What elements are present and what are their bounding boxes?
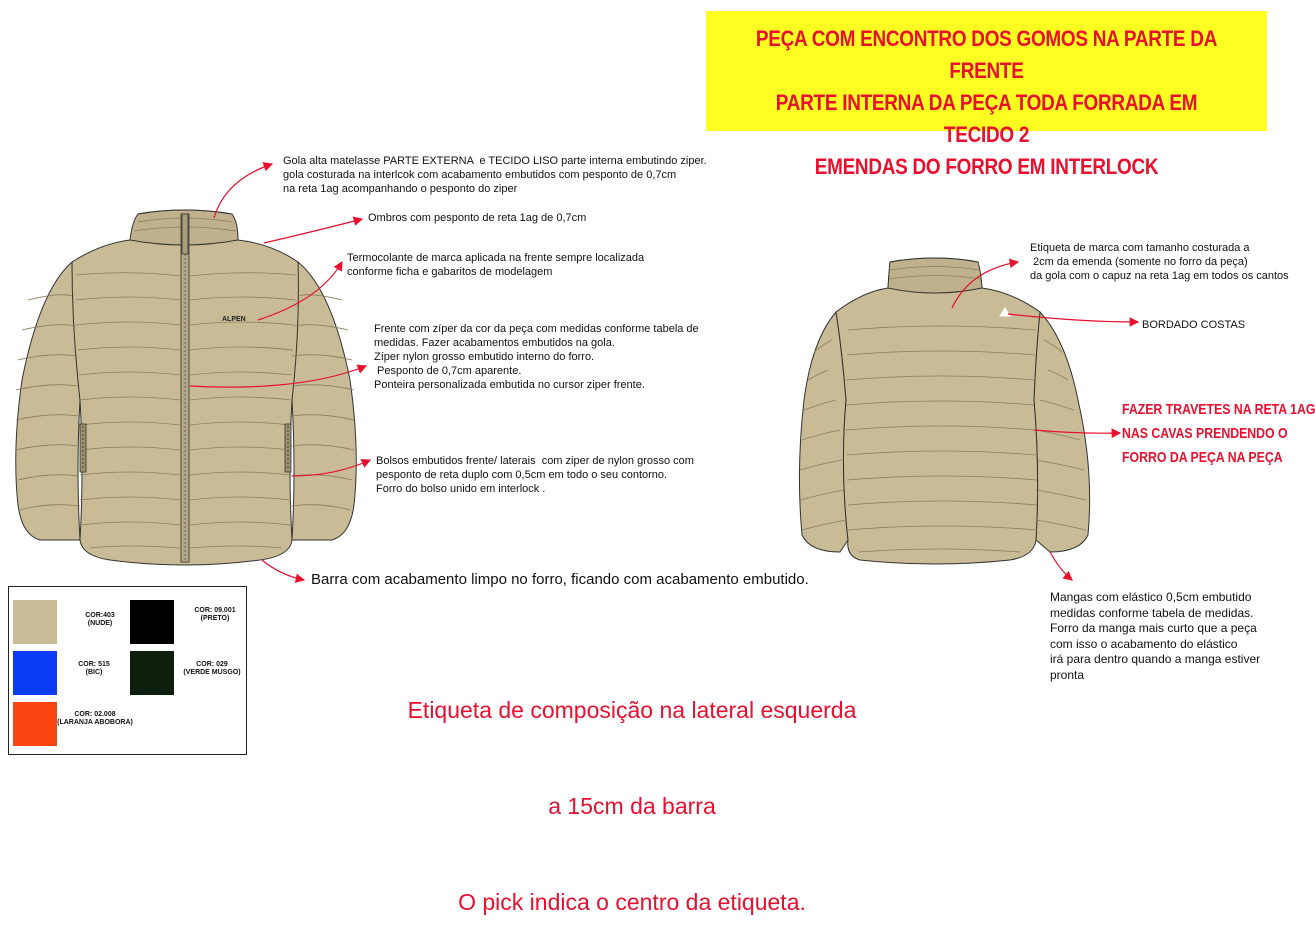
arrow-shoulders: [264, 219, 362, 243]
swatch-code: COR:403: [85, 612, 115, 619]
arrow-sleeves: [1050, 552, 1072, 580]
note-pockets: Bolsos embutidos frente/ laterais com ziper de nylon grosso com pesponto de reta duplo com 0,5cm em todo o seu contorno. Forro do bolso unido em interlock .: [376, 455, 694, 495]
swatch-code: COR: 09.001: [194, 607, 236, 614]
swatch-laranja-abobora: [13, 702, 57, 746]
swatch-code: COR: 02.008: [74, 711, 116, 718]
swatch-label-preto: [185, 607, 245, 623]
note-back-label: Etiqueta de marca com tamanho costurada a 2cm da emenda (somente no forro da peça) da gola com o capuz na reta 1ag em todos os cantos: [1030, 242, 1289, 282]
note-hem: Barra com acabamento limpo no forro, ficando com acabamento embutido.: [311, 571, 809, 588]
composition-line-2: a 15cm da barra: [548, 793, 716, 819]
swatch-nude: [13, 600, 57, 644]
swatch-preto: [130, 600, 174, 644]
swatch-label-bic: [69, 661, 119, 677]
swatch-verde-musgo: [130, 651, 174, 695]
swatch-bic: [13, 651, 57, 695]
banner-line-2: PARTE INTERNA DA PEÇA TODA FORRADA EM TECIDO 2: [775, 90, 1198, 147]
front-left-sleeve: [16, 262, 80, 540]
back-jacket: [799, 258, 1089, 564]
note-embroidery: BORDADO COSTAS: [1142, 319, 1246, 331]
front-brand-label: ALPEN: [222, 316, 246, 323]
arrow-hem: [262, 560, 304, 580]
front-jacket: [16, 210, 357, 565]
swatch-name: (NUDE): [87, 620, 113, 627]
note-shoulders: Ombros com pesponto de reta 1ag de 0,7cm: [368, 212, 587, 224]
swatch-name: (LARANJA ABOBORA): [57, 719, 133, 726]
composition-line-1: Etiqueta de composição na lateral esquerda: [407, 697, 857, 723]
note-bartack: FAZER TRAVETES NA RETA 1AG NAS CAVAS PRENDENDO O FORRO DA PEÇA NA PEÇA: [1122, 401, 1315, 466]
swatch-code: COR: 029: [196, 661, 228, 668]
swatch-label-verde-musgo: [181, 661, 243, 677]
composition-note: [372, 630, 892, 950]
note-brand-label: Termocolante de marca aplicada na frente sempre localizada conforme ficha e gabaritos de modelagem: [347, 252, 645, 278]
swatch-name: (PRETO): [200, 615, 230, 622]
back-body: [836, 258, 1040, 564]
arrow-collar: [214, 164, 272, 218]
swatch-label-nude: [75, 612, 125, 628]
banner-line-1: PEÇA COM ENCONTRO DOS GOMOS NA PARTE DA FRENTE: [755, 26, 1218, 83]
swatch-name: (VERDE MUSGO): [183, 669, 241, 676]
front-zipper: [181, 214, 189, 562]
front-right-sleeve: [292, 262, 356, 540]
banner-line-3: EMENDAS DO FORRO EM INTERLOCK: [814, 154, 1159, 179]
swatch-name: (BIC): [85, 669, 103, 676]
swatch-code: COR: 515: [78, 661, 110, 668]
note-sleeves: Mangas com elástico 0,5cm embutido medidas conforme tabela de medidas. Forro da manga mais curto que a peça com isso o acabamento do elástico irá para dentro quando a manga estiver pronta: [1050, 590, 1261, 682]
swatch-label-laranja-abobora: [57, 711, 133, 727]
color-legend: [8, 586, 247, 755]
composition-line-3: O pick indica o centro da etiqueta.: [458, 889, 806, 915]
note-collar: Gola alta matelasse PARTE EXTERNA e TECIDO LISO parte interna embutindo ziper. gola costurada na interlcok com acabamento embutidos com pesponto de 0,7cm na reta 1ag acompanhando o pesponto do ziper: [283, 155, 707, 195]
note-zipper: Frente com zíper da cor da peça com medidas conforme tabela de medidas. Fazer acabamentos embutidos na gola. Zíper nylon grosso embutido interno do forro. Pesponto de 0,7cm aparente. Ponteira personalizada embutida no cursor ziper frente.: [374, 323, 699, 391]
